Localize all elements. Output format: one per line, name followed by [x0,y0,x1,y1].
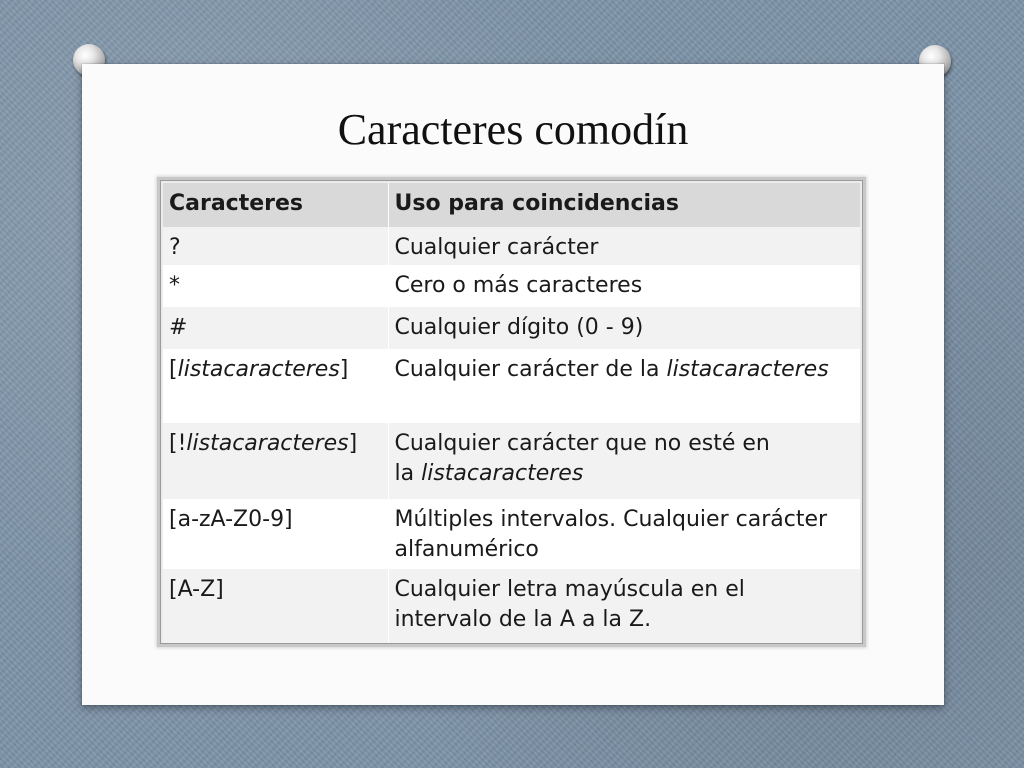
cell-char: * [163,265,388,307]
header-usage: Uso para coincidencias [388,183,860,227]
desc-prefix: Cualquier carácter de la [394,357,667,382]
header-characters: Caracteres [163,183,388,227]
table-row [163,265,860,307]
cell-char: # [163,307,388,349]
char-prefix: [! [169,431,187,456]
desc-italic: listacaracteres [666,357,829,382]
table-row [163,349,860,423]
cell-desc [388,349,860,423]
cell-char [163,423,388,499]
table-row [163,227,860,265]
table-row [163,499,860,569]
wildcard-table-frame [160,180,863,644]
char-italic: listacaracteres [186,431,349,456]
desc-line2: alfanumérico [394,537,539,562]
cell-char: ? [163,227,388,265]
wildcard-table [163,183,860,643]
char-prefix: [ [169,357,178,382]
cell-char: [a-zA-Z0-9] [163,499,388,569]
cell-desc [388,423,860,499]
char-italic: listacaracteres [177,357,340,382]
cell-char: [A-Z] [163,569,388,643]
cell-desc: Cero o más caracteres [388,265,860,307]
char-suffix: ] [339,357,349,382]
desc-line1: Múltiples intervalos. Cualquier carácter [394,507,828,532]
table-row [163,569,860,643]
cell-desc: Cualquier carácter [388,227,860,265]
char-suffix: ] [348,431,358,456]
desc-line2: intervalo de la A a la Z. [394,607,652,632]
desc-line1: Cualquier carácter que no esté en [394,431,770,456]
table-row [163,307,860,349]
table-row [163,423,860,499]
cell-desc [388,569,860,643]
cell-desc: Cualquier dígito (0 - 9) [388,307,860,349]
desc-prefix: la [394,461,422,486]
table-header-row [163,183,860,227]
slide-title: Caracteres comodín [337,105,689,154]
desc-italic: listacaracteres [421,461,584,486]
desc-line1: Cualquier letra mayúscula en el [394,577,745,602]
cell-desc [388,499,860,569]
cell-char [163,349,388,423]
